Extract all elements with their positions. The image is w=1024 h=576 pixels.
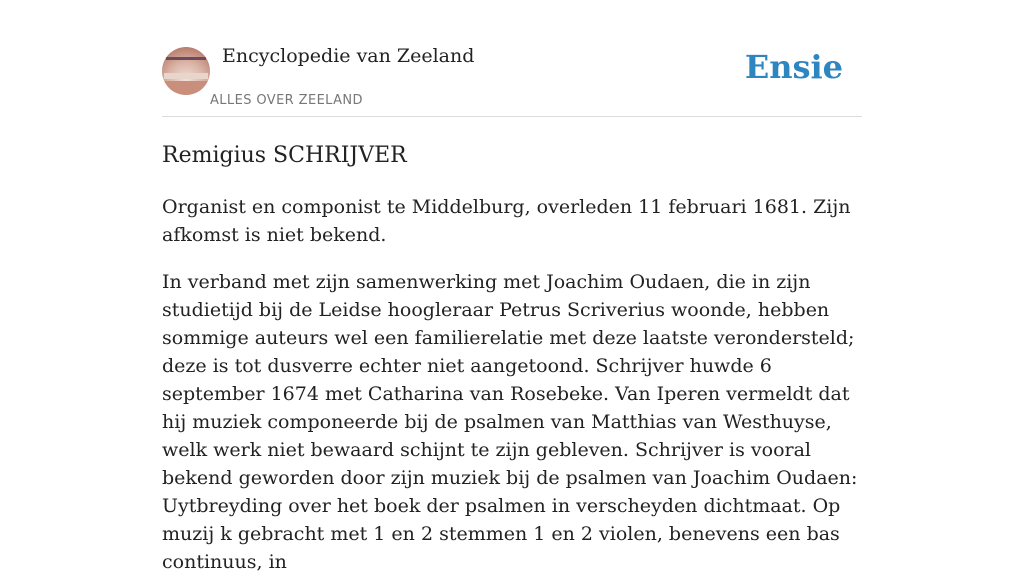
site-subtitle: ALLES OVER ZEELAND bbox=[210, 93, 363, 108]
avatar-detail bbox=[164, 73, 208, 79]
site-title[interactable]: Encyclopedie van Zeeland bbox=[222, 45, 475, 67]
site-avatar[interactable] bbox=[162, 47, 210, 95]
avatar-detail bbox=[162, 81, 210, 95]
article-title: Remigius SCHRIJVER bbox=[162, 143, 407, 168]
avatar-detail bbox=[166, 57, 206, 60]
brand-logo[interactable]: Ensie bbox=[744, 48, 843, 86]
article-paragraph: Organist en componist te Middelburg, overleden 11 februari 1681. Zijn afkomst is niet bekend. bbox=[162, 196, 851, 246]
article-paragraph: In verband met zijn samenwerking met Joachim Oudaen, die in zijn studietijd bij de Leidse hoogleraar Petrus Scriverius woonde, hebben sommige auteurs wel een familierelatie met deze laatste verondersteld; deze is tot dusverre echter niet aangetoond. Schrijver huwde 6 september 1674 met Catharina van Rosebeke. Van Iperen vermeldt dat hij muziek componeerde bij de psalmen van Matthias van Westhuyse, welk werk niet bewaard schijnt te zijn gebleven. Schrijver is vooral bekend geworden door zijn muziek bij de psalmen van Joachim Oudaen: Uytbreyding over het boek der psalmen in verscheyden dichtmaat. Op muzij k gebracht met 1 en 2 stemmen 1 en 2 violen, benevens een bas continuus, in bbox=[162, 271, 858, 573]
site-header bbox=[162, 0, 862, 117]
page bbox=[162, 0, 862, 576]
article bbox=[162, 141, 862, 576]
